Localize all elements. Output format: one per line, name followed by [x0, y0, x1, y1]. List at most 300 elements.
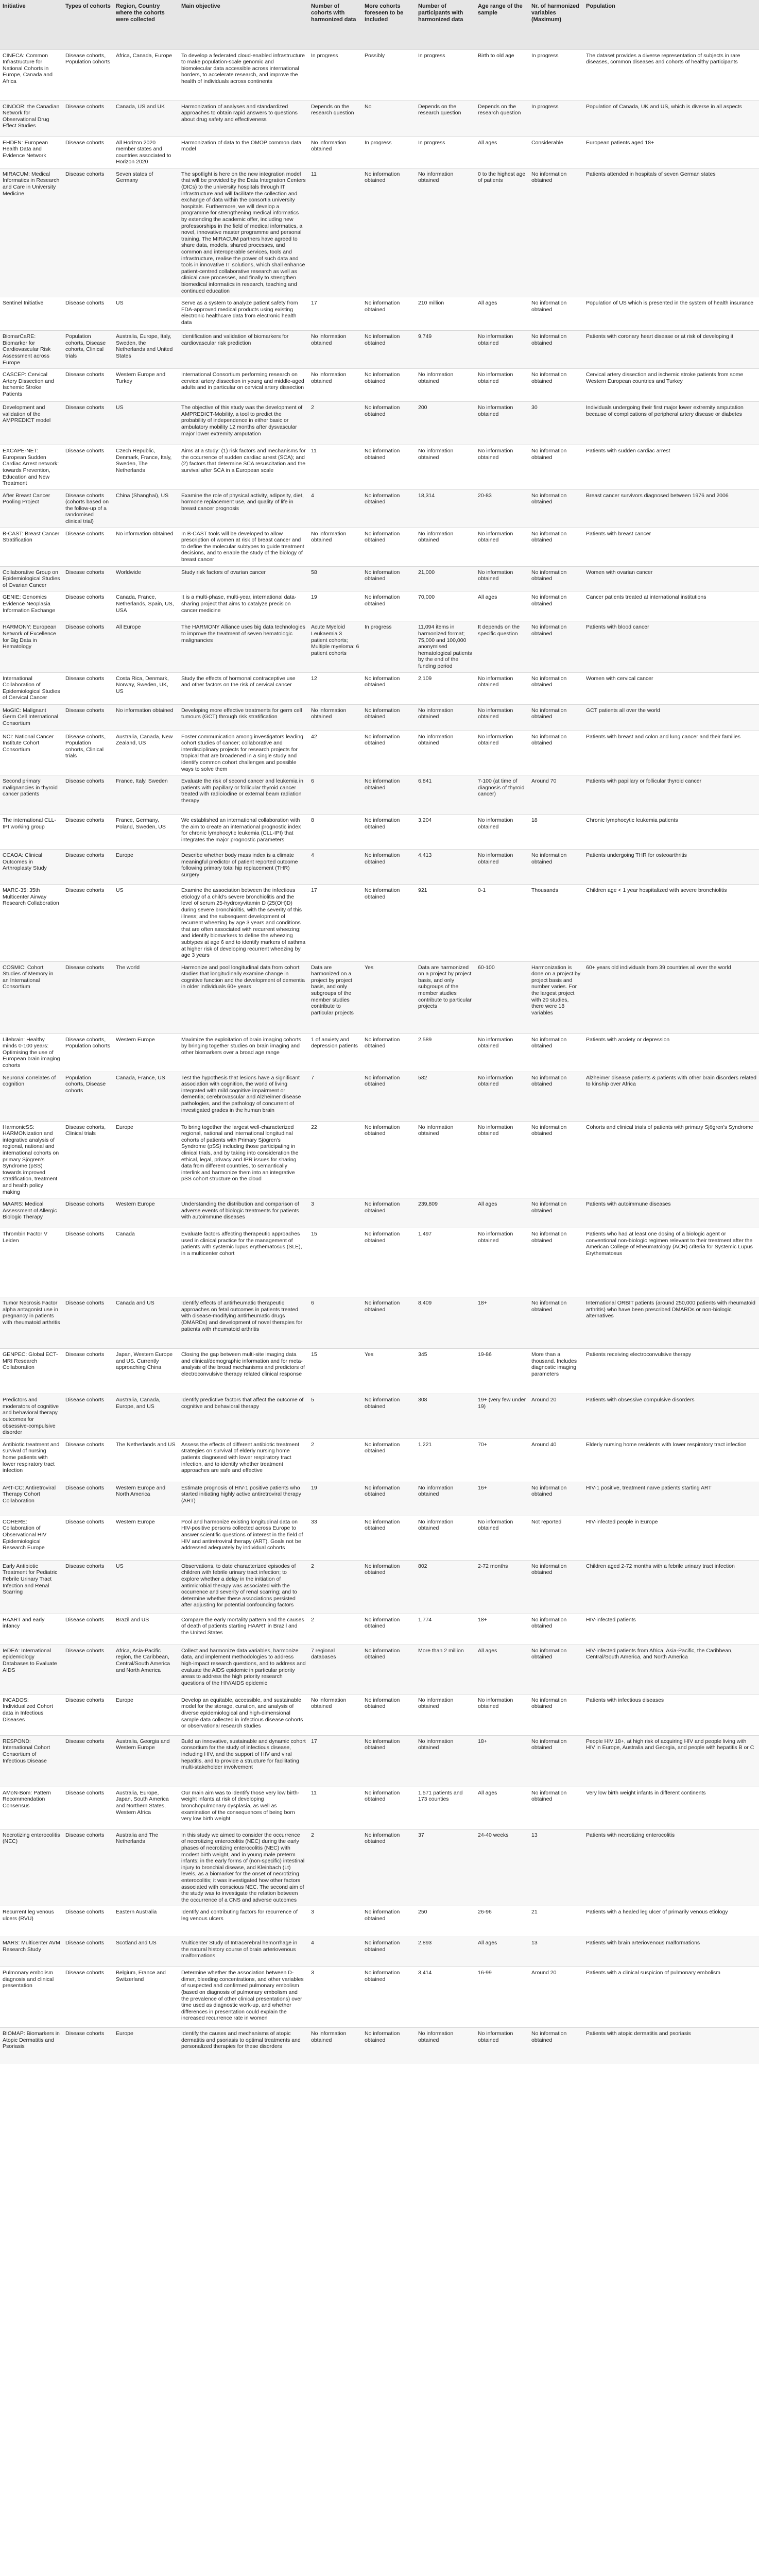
age-range-cell: 18+	[478, 1738, 487, 1744]
age-range-cell: 18+	[478, 1300, 487, 1307]
more-cohorts-cell: No information obtained	[365, 569, 400, 582]
participants-cell: No information obtained	[418, 1738, 454, 1751]
age-range-cell: All ages	[478, 1789, 497, 1796]
participants-cell: 802	[418, 1563, 427, 1569]
cohort-type-cell: Disease cohorts	[65, 448, 105, 454]
table-row	[0, 1394, 759, 1439]
table-row	[0, 369, 759, 402]
variables-cell: No information obtained	[531, 1789, 567, 1803]
age-range-cell: No information obtained	[478, 1074, 513, 1088]
objective-cell: Identify predictive factors that affect the outcome of cognitive and behavioral therapy	[181, 1397, 304, 1410]
objective-cell: Determine whether the association between D-dimer, bleeding concentrations, and other variables of suspected and confirmed pulmonary embolism (based on diagnosis of pulmonary embolism and the prevalence of other clinical presentations) over time used as diagnostic work-up, and whether differences in presentation could explain the increased recurrence rate in women	[181, 1970, 304, 2022]
table-row	[0, 402, 759, 445]
participants-cell: No information obtained	[418, 171, 454, 184]
participants-cell: 37	[418, 1832, 424, 1838]
population-cell: Elderly nursing home residents with lower respiratory tract infection	[586, 1441, 747, 1448]
region-cell: Europe	[116, 1124, 133, 1130]
cohort-type-cell: Disease cohorts	[65, 1441, 105, 1448]
objective-cell: Study risk factors of ovarian cancer	[181, 569, 266, 575]
cohort-count-cell: 2	[311, 1441, 314, 1448]
population-cell: International ORBIT patients (around 250,000 patients with rheumatoid arthritis) who have been prescribed DMARDs or non-biologic alternatives	[586, 1300, 756, 1319]
cohort-type-cell: Disease cohorts	[65, 778, 105, 785]
participants-cell: 21,000	[418, 569, 435, 575]
more-cohorts-cell: No information obtained	[365, 1441, 400, 1454]
region-cell: Canada, France, US	[116, 1074, 165, 1081]
initiative-cell: BIOMAP: Biomarkers in Atopic Dermatitis and Psoriasis	[3, 2030, 60, 2050]
cohort-type-cell: Disease cohorts	[65, 569, 105, 575]
region-cell: US	[116, 300, 124, 307]
table-row	[0, 1906, 759, 1937]
participants-cell: 200	[418, 404, 427, 411]
table-row	[0, 672, 759, 704]
cohort-type-cell: Disease cohorts, Population cohorts	[65, 1036, 110, 1049]
population-cell: Patients with breast cancer	[586, 530, 651, 537]
region-cell: Japan, Western Europe and US. Currently approaching China	[116, 1351, 173, 1371]
participants-cell: Data are harmonized on a project by project basis, and only subgroups of the member studies contribute to particular projects	[418, 964, 472, 1010]
table-row	[0, 1560, 759, 1614]
initiative-cell: INCADOS: Individualized Cohort data in Infectious Diseases	[3, 1697, 54, 1723]
more-cohorts-cell: No information obtained	[365, 1231, 400, 1244]
population-cell: Children age < 1 year hospitalized with severe bronchiolitis	[586, 887, 727, 894]
objective-cell: Test the hypothesis that lesions have a significant association with cognition, the world of living integrated with mild cognitive impairment or dementia; cerebrovascular and Alzheimer disease pathologies, and the pathology of concurrent of investigated grades in the human brain	[181, 1074, 301, 1113]
age-range-cell: All ages	[478, 1201, 497, 1208]
cohort-type-cell: Disease cohorts	[65, 171, 105, 177]
age-range-cell: 60-100	[478, 964, 495, 971]
cohort-count-cell: 3	[311, 1201, 314, 1208]
region-cell: Western Europe	[116, 1036, 155, 1043]
initiative-cell: CINECA: Common Infrastructure for National Cohorts in Europe, Canada and Africa	[3, 52, 53, 84]
region-cell: France, Italy, Sweden	[116, 778, 168, 785]
age-range-cell: 26-96	[478, 1909, 492, 1916]
more-cohorts-cell: No	[365, 103, 372, 110]
age-range-cell: No information obtained	[478, 569, 513, 582]
participants-cell: 11,094 items in harmonized format; 75,000 and 100,000 anonymised hematological patients by the end of the funding period	[418, 624, 472, 669]
more-cohorts-cell: No information obtained	[365, 492, 400, 505]
table-row	[0, 1198, 759, 1228]
cohort-count-cell: 15	[311, 1351, 317, 1358]
table-header	[0, 0, 759, 49]
more-cohorts-cell: No information obtained	[365, 1940, 400, 1953]
population-cell: Patients with blood cancer	[586, 624, 649, 631]
variables-cell: Around 40	[531, 1441, 557, 1448]
initiative-cell: Second primary malignancies in thyroid cancer patients	[3, 778, 58, 798]
more-cohorts-cell: No information obtained	[365, 1201, 400, 1214]
table-row	[0, 1967, 759, 2028]
participants-cell: 6,841	[418, 778, 432, 785]
region-cell: No information obtained	[116, 530, 174, 537]
population-cell: Patients with autoimmune diseases	[586, 1201, 671, 1208]
objective-cell: Understanding the distribution and comparison of adverse events of biologic treatments for patients with autoimmune diseases	[181, 1201, 299, 1221]
population-cell: Patients with coronary heart disease or at risk of developing it	[586, 333, 733, 340]
participants-cell: In progress	[418, 52, 445, 59]
initiative-cell: B-CAST: Breast Cancer Stratification	[3, 530, 60, 544]
participants-cell: 3,204	[418, 817, 432, 824]
objective-cell: Compare the early mortality pattern and the causes of death of patients starting HAART in Brazil and the United States	[181, 1616, 304, 1636]
population-cell: HIV-infected patients	[586, 1616, 636, 1623]
table-row	[0, 1349, 759, 1394]
cohort-count-cell: 11	[311, 171, 317, 177]
initiative-cell: HarmonicSS: HARMONization and integrative analysis of regional, national and international cohorts on primary Sjögren's Syndrome (pSS) towards improved stratification, treatment and health policy making	[3, 1124, 59, 1195]
cohort-type-cell: Disease cohorts	[65, 1832, 105, 1838]
region-cell: China (Shanghai), US	[116, 492, 169, 499]
more-cohorts-cell: No information obtained	[365, 1616, 400, 1630]
variables-cell: No information obtained	[531, 852, 567, 865]
cohort-count-cell: 5	[311, 1397, 314, 1403]
objective-cell: Evaluate the risk of second cancer and leukemia in patients with papillary or follicular thyroid cancer treated with radioiodine or external beam radiation therapy	[181, 778, 303, 804]
participants-cell: No information obtained	[418, 2030, 454, 2043]
cohort-type-cell: Disease cohorts	[65, 887, 105, 894]
objective-cell: Foster communication among investigators leading cohort studies of cancer; collaborative and interdisciplinary projects for research projects for tropical that are broadened in a single study and identify common cohort challenges and possible ways to solve them	[181, 733, 303, 772]
region-cell: No information obtained	[116, 707, 174, 714]
cohort-count-cell: 12	[311, 675, 317, 682]
header-main-objective: Main objective	[181, 3, 220, 9]
age-range-cell: No information obtained	[478, 733, 513, 747]
population-cell: Patients receiving electroconvulsive therapy	[586, 1351, 692, 1358]
cohort-type-cell: Disease cohorts	[65, 1697, 105, 1703]
objective-cell: Developing more effective treatments for germ cell tumours (GCT) through risk stratification	[181, 707, 302, 720]
variables-cell: Around 20	[531, 1397, 557, 1403]
table-row	[0, 621, 759, 672]
cohort-count-cell: 3	[311, 1970, 314, 1976]
cohort-type-cell: Population cohorts, Disease cohorts	[65, 1074, 106, 1094]
more-cohorts-cell: No information obtained	[365, 1697, 400, 1710]
objective-cell: The spotlight is here on the new integration model that will be provided by the Data Integration Centers (DICs) to the university hospitals through IT infrastructure and will facilitate the collection and exchange of data within the consortia university hospitals. Furthermore, we will develop a programme for strengthening medical informatics by extending the academic offer, including new professorships in the field of medical informatics, a novel, innovative master programme and personal training. The MIRACUM partners have agreed to share data, models, shared processes, and common and interoperable services, tools and infrastructure, realise the power of such data and tools in innovative IT solutions, which shall enhance patient-centred collaborative research as well as clinical care processes, and finally to strengthen biomedical informatics in research, teaching and continued education	[181, 171, 306, 294]
age-range-cell: No information obtained	[478, 707, 513, 720]
variables-cell: No information obtained	[531, 1563, 567, 1576]
age-range-cell: Depends on the research question	[478, 103, 521, 116]
table-row	[0, 331, 759, 369]
objective-cell: Harmonization of data to the OMOP common data model	[181, 139, 302, 152]
age-range-cell: 7-100 (at time of diagnosis of thyroid cancer)	[478, 778, 525, 798]
objective-cell: Observations, to date characterized episodes of children with febrile urinary tract infection; to explore whether a delay in the initiation of antimicrobial therapy was associated with the occurrence and severity of renal scarring; and to determine whether these associations persisted after adjusting for potential confounding factors	[181, 1563, 297, 1608]
table-row	[0, 850, 759, 885]
cohort-type-cell: Disease cohorts	[65, 1563, 105, 1569]
cohort-count-cell: 4	[311, 1940, 314, 1946]
more-cohorts-cell: No information obtained	[365, 675, 400, 688]
region-cell: US	[116, 404, 124, 411]
cohort-count-cell: No information obtained	[311, 371, 347, 384]
table-row	[0, 704, 759, 731]
cohort-count-cell: 19	[311, 594, 317, 601]
cohort-count-cell: Depends on the research question	[311, 103, 354, 116]
cohort-type-cell: Disease cohorts	[65, 1518, 105, 1525]
variables-cell: 18	[531, 817, 538, 824]
variables-cell: No information obtained	[531, 1738, 567, 1751]
participants-cell: 8,409	[418, 1300, 432, 1307]
region-cell: Western Europe	[116, 1518, 155, 1525]
population-cell: Patients with atopic dermatitis and psoriasis	[586, 2030, 691, 2037]
participants-cell: 9,749	[418, 333, 432, 340]
table-row	[0, 489, 759, 528]
objective-cell: Collect and harmonize data variables, harmonize data, and implement methodologies to address high-impact research questions, and to address and evaluate the AIDS epidemic in particular priority areas to address the high priority research questions of the HIV/AIDS epidemic	[181, 1647, 306, 1686]
population-cell: Chronic lymphocytic leukemia patients	[586, 817, 678, 824]
initiative-cell: MIRACUM: Medical Informatics in Research and Care in University Medicine	[3, 171, 60, 197]
cohort-type-cell: Disease cohorts, Population cohorts	[65, 52, 110, 65]
table-row	[0, 1228, 759, 1297]
objective-cell: Identification and validation of biomarkers for cardiovascular risk prediction	[181, 333, 289, 346]
table-row	[0, 775, 759, 815]
cohort-type-cell: Disease cohorts	[65, 103, 105, 110]
population-cell: Patients with a healed leg ulcer of primarily venous etiology	[586, 1909, 728, 1916]
cohort-type-cell: Disease cohorts	[65, 404, 105, 411]
table-row	[0, 1482, 759, 1516]
initiative-cell: Neuronal correlates of cognition	[3, 1074, 56, 1088]
cohort-type-cell: Disease cohorts	[65, 1397, 105, 1403]
population-cell: Patients with brain arteriovenous malformations	[586, 1940, 700, 1946]
initiative-cell: HAART and early infancy	[3, 1616, 45, 1630]
more-cohorts-cell: No information obtained	[365, 1789, 400, 1803]
region-cell: Australia and The Netherlands	[116, 1832, 159, 1845]
initiative-cell: MoGIC: Malignant Germ Cell International Consortium	[3, 707, 58, 726]
table-row	[0, 1438, 759, 1482]
header-population: Population	[586, 3, 615, 9]
age-range-cell: All ages	[478, 139, 497, 146]
initiative-cell: Lifebrain: Healthy minds 0-100 years: Optimising the use of European brain imaging cohorts	[3, 1036, 60, 1069]
variables-cell: No information obtained	[531, 733, 567, 747]
cohort-count-cell: 17	[311, 887, 317, 894]
objective-cell: Build an innovative, sustainable and dynamic cohort consortium for the study of infectious disease, including HIV, and the support of HIV and viral hepatitis, and to provide a structure for facilitating multi-stakeholder involvement	[181, 1738, 306, 1771]
region-cell: Western Europe and North America	[116, 1484, 166, 1498]
variables-cell: No information obtained	[531, 1300, 567, 1313]
region-cell: The Netherlands and US	[116, 1441, 176, 1448]
table-row	[0, 1516, 759, 1560]
participants-cell: No information obtained	[418, 1484, 454, 1498]
population-cell: Population of US which is presented in the system of health insurance	[586, 300, 754, 307]
initiative-cell: AMoN-Bom: Pattern Recommendation Consensus	[3, 1789, 51, 1809]
cohort-type-cell: Disease cohorts	[65, 1970, 105, 1976]
age-range-cell: 18+	[478, 1616, 487, 1623]
objective-cell: Describe whether body mass index is a climate meaningful predictor of patient reported outcome following primary total hip replacement (THR) surgery	[181, 852, 298, 878]
population-cell: Women with ovarian cancer	[586, 569, 653, 575]
header-cohort-count: Number of cohorts with harmonized data	[311, 3, 356, 23]
participants-cell: No information obtained	[418, 733, 454, 747]
cohort-type-cell: Disease cohorts	[65, 139, 105, 146]
variables-cell: No information obtained	[531, 2030, 567, 2043]
region-cell: Canada and US	[116, 1300, 154, 1307]
objective-cell: Assess the effects of different antibiotic treatment strategies on survival of elderly nursing home patients diagnosed with lower respiratory tract infection, and to identify whether treatment approaches are safe and effective	[181, 1441, 299, 1474]
objective-cell: Identify effects of antirheumatic therapeutic approaches on fetal outcomes in patients treated with disease-modifying antirheumatic drugs (DMARDs) and development of novel therapies for patients with rheumatoid arthritis	[181, 1300, 303, 1332]
cohort-count-cell: 6	[311, 778, 314, 785]
objective-cell: Serve as a system to analyze patient safety from FDA-approved medical products using existing electronic healthcare data from electronic health data	[181, 300, 298, 326]
cohort-count-cell: 17	[311, 300, 317, 307]
participants-cell: 2,109	[418, 675, 432, 682]
cohort-count-cell: No information obtained	[311, 2030, 347, 2043]
table-row	[0, 566, 759, 591]
table-row	[0, 1645, 759, 1694]
region-cell: France, Germany, Poland, Sweden, US	[116, 817, 166, 830]
objective-cell: Maximize the exploitation of brain imaging cohorts by bringing together studies on brain imaging and other biomarkers over a broad age range	[181, 1036, 301, 1056]
cohort-count-cell: No information obtained	[311, 333, 347, 346]
cohort-count-cell: 33	[311, 1518, 317, 1525]
variables-cell: No information obtained	[531, 675, 567, 688]
cohort-type-cell: Disease cohorts	[65, 1201, 105, 1208]
region-cell: Scotland and US	[116, 1940, 157, 1946]
header-participants: Number of participants with harmonized data	[418, 3, 463, 23]
initiative-cell: EHDEN: European Health Data and Evidence Network	[3, 139, 48, 159]
table-body	[0, 49, 759, 2064]
table-row	[0, 591, 759, 621]
variables-cell: No information obtained	[531, 1647, 567, 1660]
region-cell: Africa, Asia-Pacific region, the Caribbean, Central/South America and North America	[116, 1647, 170, 1673]
table-row	[0, 445, 759, 490]
cohort-type-cell: Disease cohorts	[65, 1616, 105, 1623]
more-cohorts-cell: No information obtained	[365, 1074, 400, 1088]
region-cell: Canada	[116, 1231, 135, 1238]
initiative-cell: MARS: Multicenter AVM Research Study	[3, 1940, 60, 1953]
initiative-cell: Necrotizing enterocolitis (NEC)	[3, 1832, 60, 1845]
initiative-cell: Predictors and moderators of cognitive and behavioral therapy outcomes for obsessive-compulsive disorder	[3, 1397, 59, 1436]
age-range-cell: 0-1	[478, 887, 486, 894]
objective-cell: Our main aim was to identify those very low birth-weight infants at risk of developing bronchopulmonary dysplasia, as well as examination of the consequences of being born very low birth weight	[181, 1789, 300, 1822]
age-range-cell: No information obtained	[478, 817, 513, 830]
age-range-cell: No information obtained	[478, 1124, 513, 1137]
more-cohorts-cell: No information obtained	[365, 1518, 400, 1532]
cohort-type-cell: Disease cohorts	[65, 1231, 105, 1238]
objective-cell: The objective of this study was the development of AMPREDICT-Mobility, a tool to predict the probability of independence in either basic or ambulatory mobility 12 months after dysvascular major lower extremity amputation	[181, 404, 303, 437]
variables-cell: 13	[531, 1940, 538, 1946]
cohort-count-cell: 19	[311, 1484, 317, 1491]
objective-cell: Multicenter Study of Intracerebral hemorrhage in the natural history course of brain arteriovenous malformations	[181, 1940, 298, 1959]
variables-cell: 13	[531, 1832, 538, 1838]
initiative-cell: GENPEC: Global ECT-MRI Research Collaboration	[3, 1351, 58, 1371]
cohort-type-cell: Disease cohorts	[65, 707, 105, 714]
cohort-type-cell: Disease cohorts	[65, 1940, 105, 1946]
variables-cell: No information obtained	[531, 1484, 567, 1498]
cohort-count-cell: No information obtained	[311, 530, 347, 544]
objective-cell: To bring together the largest well-characterized regional, national and international longitudinal cohorts of patients with Primary Sjögren's Syndrome (pSS) including those participating in clinical trials, and by taking into consideration the ethical, legal, privacy and IPR issues for sharing data from different countries, to semantically interlink and harmonize them into an integrative pSS cohort structure on the cloud	[181, 1124, 299, 1182]
age-range-cell: All ages	[478, 1940, 497, 1946]
cohort-type-cell: Disease cohorts, Clinical trials	[65, 1124, 106, 1137]
initiative-cell: BiomarCaRE: Biomarker for Cardiovascular Risk Assessment across Europe	[3, 333, 51, 366]
initiative-cell: RESPOND: International Cohort Consortium of Infectious Disease	[3, 1738, 50, 1764]
participants-cell: 345	[418, 1351, 427, 1358]
population-cell: HIV-infected people in Europe	[586, 1518, 658, 1525]
cohort-count-cell: 2	[311, 404, 314, 411]
cohort-count-cell: 1 of anxiety and depression patients	[311, 1036, 358, 1049]
initiative-cell: Collaborative Group on Epidemiological Studies of Ovarian Cancer	[3, 569, 60, 588]
initiative-cell: After Breast Cancer Pooling Project	[3, 492, 50, 505]
region-cell: Australia, Canada, Europe, and US	[116, 1397, 161, 1410]
region-cell: Czech Republic, Denmark, France, Italy, Sweden, The Netherlands	[116, 448, 172, 473]
population-cell: Patients with anxiety or depression	[586, 1036, 670, 1043]
participants-cell: 4,413	[418, 852, 432, 859]
participants-cell: No information obtained	[418, 530, 454, 544]
cohort-count-cell: 17	[311, 1738, 317, 1744]
age-range-cell: It depends on the specific question	[478, 624, 520, 637]
more-cohorts-cell: No information obtained	[365, 1563, 400, 1576]
population-cell: Patients with papillary or follicular thyroid cancer	[586, 778, 702, 785]
cohort-count-cell: 11	[311, 448, 317, 454]
population-cell: Women with cervical cancer	[586, 675, 653, 682]
variables-cell: No information obtained	[531, 1074, 567, 1088]
age-range-cell: All ages	[478, 1647, 497, 1654]
cohort-count-cell: 4	[311, 852, 314, 859]
age-range-cell: 19+ (very few under 19)	[478, 1397, 526, 1410]
cohort-count-cell: 2	[311, 1616, 314, 1623]
more-cohorts-cell: No information obtained	[365, 1970, 400, 1982]
population-cell: Patients with a clinical suspicion of pulmonary embolism	[586, 1970, 720, 1976]
age-range-cell: 19-86	[478, 1351, 492, 1358]
participants-cell: 582	[418, 1074, 427, 1081]
objective-cell: Identify the causes and mechanisms of atopic dermatitis and psoriasis to optimal treatments and personalized therapies for these disorders	[181, 2030, 301, 2050]
variables-cell: No information obtained	[531, 492, 567, 505]
region-cell: Australia, Canada, New Zealand, US	[116, 733, 173, 747]
age-range-cell: No information obtained	[478, 675, 513, 688]
variables-cell: Considerable	[531, 139, 563, 146]
variables-cell: No information obtained	[531, 371, 567, 384]
objective-cell: Aims at a study: (1) risk factors and mechanisms for the occurrence of sudden cardiac arrest (SCA); and (2) factors that determine SCA resuscitation and the survival after SCA in a European scale	[181, 448, 306, 473]
region-cell: Western Europe and Turkey	[116, 371, 166, 384]
age-range-cell: 20-83	[478, 492, 492, 499]
region-cell: Canada, France, Netherlands, Spain, US, USA	[116, 594, 174, 614]
cohort-count-cell: No information obtained	[311, 1697, 347, 1710]
objective-cell: Evaluate factors affecting therapeutic approaches used in clinical practice for the management of patients with systemic lupus erythematosus (SLE), in a multicenter cohort	[181, 1231, 302, 1257]
age-range-cell: No information obtained	[478, 333, 513, 346]
more-cohorts-cell: No information obtained	[365, 1484, 400, 1498]
population-cell: Breast cancer survivors diagnosed between 1976 and 2006	[586, 492, 729, 499]
population-cell: Patients who had at least one dosing of a biologic agent or conventional non-biologic regimen relevant to their treatment after the American College of Rheumatology (ACR) criteria for Systemic Lupus Erythematosus	[586, 1231, 753, 1257]
participants-cell: 2,893	[418, 1940, 432, 1946]
objective-cell: Estimate prognosis of HIV-1 positive patients who started initiating highly active antiretroviral therapy (ART)	[181, 1484, 301, 1504]
variables-cell: No information obtained	[531, 594, 567, 607]
more-cohorts-cell: In progress	[365, 139, 392, 146]
objective-cell: International Consortium performing research on cervical artery dissection in young and middle-aged adults and in particular on cervical artery dissection	[181, 371, 304, 391]
region-cell: Australia, Europe, Japan, South America and Northern States, Western Africa	[116, 1789, 169, 1816]
population-cell: Population of Canada, UK and US, which is diverse in all aspects	[586, 103, 742, 110]
population-cell: People HIV 18+, at high risk of acquiring HIV and people living with HIV in Europe, Australia and Georgia, and people with hepatitis B or C	[586, 1738, 754, 1751]
initiative-cell: Recurrent leg venous ulcers (RVU)	[3, 1909, 54, 1922]
header-cohort-types: Types of cohorts	[65, 3, 111, 9]
table-row	[0, 731, 759, 775]
region-cell: Europe	[116, 1697, 133, 1703]
variables-cell: No information obtained	[531, 1231, 567, 1244]
cohort-type-cell: Disease cohorts	[65, 1647, 105, 1654]
population-cell: Alzheimer disease patients & patients with other brain disorders related to kinship over Africa	[586, 1074, 756, 1088]
more-cohorts-cell: No information obtained	[365, 1300, 400, 1313]
variables-cell: Thousands	[531, 887, 558, 894]
cohort-count-cell: 15	[311, 1231, 317, 1238]
population-cell: Children aged 2-72 months with a febrile urinary tract infection	[586, 1563, 735, 1569]
initiative-cell: CCAOA: Clinical Outcomes in Arthroplasty Study	[3, 852, 47, 872]
cohort-count-cell: Data are harmonized on a project by project basis, and only subgroups of the member studies contribute to particular projects	[311, 964, 354, 1016]
initiative-cell: EXCAPE-NET: European Sudden Cardiac Arrest network: towards Prevention, Education and New Treatment	[3, 448, 59, 487]
age-range-cell: No information obtained	[478, 448, 513, 461]
variables-cell: No information obtained	[531, 300, 567, 313]
population-cell: Individuals undergoing their first major lower extremity amputation because of complications of peripheral artery disease or diabetes	[586, 404, 744, 417]
cohort-type-cell: Disease cohorts	[65, 1484, 105, 1491]
cohort-count-cell: No information obtained	[311, 139, 347, 152]
initiative-cell: Thrombin Factor V Leiden	[3, 1231, 47, 1244]
more-cohorts-cell: No information obtained	[365, 171, 400, 184]
population-cell: HIV-1 positive, treatment naïve patients starting ART	[586, 1484, 712, 1491]
population-cell: Patients with necrotizing enterocolitis	[586, 1832, 675, 1838]
initiative-cell: ART-CC: Antiretroviral Therapy Cohort Collaboration	[3, 1484, 56, 1504]
initiative-cell: International Collaboration of Epidemiological Studies of Cervical Cancer	[3, 675, 60, 701]
region-cell: Belgium, France and Switzerland	[116, 1970, 166, 1982]
more-cohorts-cell: No information obtained	[365, 1909, 400, 1922]
participants-cell: 239,809	[418, 1201, 438, 1208]
variables-cell: No information obtained	[531, 1697, 567, 1710]
table-row	[0, 1033, 759, 1072]
cohort-count-cell: 6	[311, 1300, 314, 1307]
initiative-cell: Development and validation of the AMPREDICT model	[3, 404, 51, 424]
cohort-count-cell: 58	[311, 569, 317, 575]
cohort-type-cell: Disease cohorts	[65, 594, 105, 601]
region-cell: Australia, Europe, Italy, Sweden, the Netherlands and United States	[116, 333, 173, 359]
participants-cell: 210 million	[418, 300, 444, 307]
participants-cell: Depends on the research question	[418, 103, 461, 116]
cohort-type-cell: Population cohorts, Disease cohorts, Clinical trials	[65, 333, 106, 359]
